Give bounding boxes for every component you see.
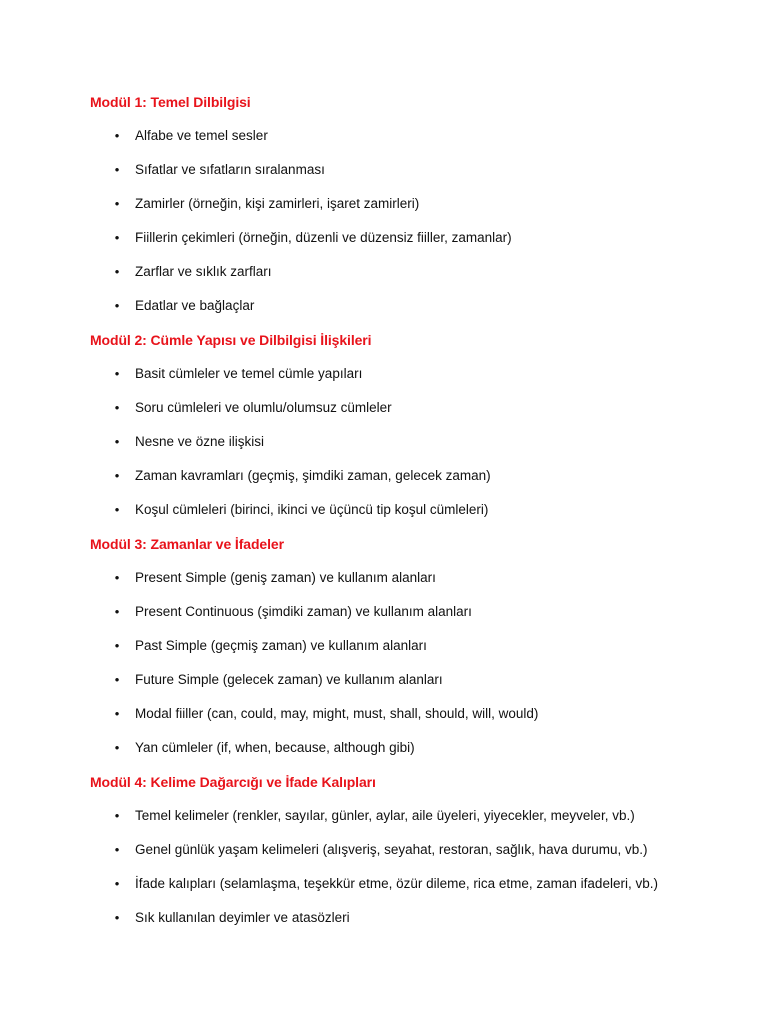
bullet-icon: • <box>114 808 120 823</box>
list-item-text: Zamirler (örneğin, kişi zamirleri, işaret zamirleri) <box>135 196 420 211</box>
list-item-text: Fiillerin çekimleri (örneğin, düzenli ve düzensiz fiiller, zamanlar) <box>135 230 512 245</box>
list-item <box>90 828 730 862</box>
bullet-icon: • <box>114 434 120 449</box>
bullet-icon: • <box>114 842 120 857</box>
list-item <box>90 454 730 488</box>
list-item-text: Present Continuous (şimdiki zaman) ve kullanım alanları <box>135 604 472 619</box>
list-item-text: Zaman kavramları (geçmiş, şimdiki zaman, gelecek zaman) <box>135 468 491 483</box>
module-2 <box>90 328 730 522</box>
bullet-icon: • <box>114 706 120 721</box>
bullet-icon: • <box>114 740 120 755</box>
list-item <box>90 386 730 420</box>
list-item <box>90 216 730 250</box>
list-item-text: Nesne ve özne ilişkisi <box>135 434 265 449</box>
list-item-text: İfade kalıpları (selamlaşma, teşekkür etme, özür dileme, rica etme, zaman ifadeleri, vb.) <box>135 876 658 891</box>
module-4-heading: Modül 4: Kelime Dağarcığı ve İfade Kalıpları <box>90 774 376 790</box>
bullet-icon: • <box>114 162 120 177</box>
bullet-icon: • <box>114 128 120 143</box>
list-item <box>90 658 730 692</box>
bullet-icon: • <box>114 366 120 381</box>
list-item <box>90 624 730 658</box>
list-item <box>90 148 730 182</box>
module-4 <box>90 770 730 930</box>
bullet-icon: • <box>114 298 120 313</box>
list-item <box>90 794 730 828</box>
bullet-icon: • <box>114 910 120 925</box>
module-4-list <box>90 794 730 930</box>
module-1-list <box>90 114 730 318</box>
list-item <box>90 352 730 386</box>
module-3-list <box>90 556 730 760</box>
list-item-text: Temel kelimeler (renkler, sayılar, günler, aylar, aile üyeleri, yiyecekler, meyveler, vb.) <box>135 808 635 823</box>
list-item-text: Basit cümleler ve temel cümle yapıları <box>135 366 363 381</box>
bullet-icon: • <box>114 876 120 891</box>
list-item <box>90 556 730 590</box>
document-content <box>90 90 730 930</box>
bullet-icon: • <box>114 196 120 211</box>
list-item <box>90 726 730 760</box>
bullet-icon: • <box>114 570 120 585</box>
list-item-text: Soru cümleleri ve olumlu/olumsuz cümleler <box>135 400 392 415</box>
module-3 <box>90 532 730 760</box>
bullet-icon: • <box>114 638 120 653</box>
list-item-text: Present Simple (geniş zaman) ve kullanım alanları <box>135 570 436 585</box>
list-item <box>90 590 730 624</box>
module-2-list <box>90 352 730 522</box>
bullet-icon: • <box>114 468 120 483</box>
list-item-text: Edatlar ve bağlaçlar <box>135 298 255 313</box>
list-item <box>90 114 730 148</box>
list-item-text: Genel günlük yaşam kelimeleri (alışveriş, seyahat, restoran, sağlık, hava durumu, vb.) <box>135 842 648 857</box>
list-item-text: Sıfatlar ve sıfatların sıralanması <box>135 162 325 177</box>
list-item-text: Future Simple (gelecek zaman) ve kullanım alanları <box>135 672 443 687</box>
list-item <box>90 488 730 522</box>
list-item <box>90 284 730 318</box>
list-item-text: Alfabe ve temel sesler <box>135 128 268 143</box>
module-1-heading: Modül 1: Temel Dilbilgisi <box>90 94 251 110</box>
list-item <box>90 862 730 896</box>
bullet-icon: • <box>114 400 120 415</box>
list-item-text: Sık kullanılan deyimler ve atasözleri <box>135 910 350 925</box>
list-item-text: Past Simple (geçmiş zaman) ve kullanım alanları <box>135 638 427 653</box>
list-item-text: Koşul cümleleri (birinci, ikinci ve üçüncü tip koşul cümleleri) <box>135 502 489 517</box>
list-item-text: Yan cümleler (if, when, because, although gibi) <box>135 740 415 755</box>
bullet-icon: • <box>114 604 120 619</box>
module-2-heading: Modül 2: Cümle Yapısı ve Dilbilgisi İlişkileri <box>90 332 372 348</box>
list-item-text: Zarflar ve sıklık zarfları <box>135 264 272 279</box>
module-1 <box>90 90 730 318</box>
bullet-icon: • <box>114 672 120 687</box>
list-item-text: Modal fiiller (can, could, may, might, must, shall, should, will, would) <box>135 706 539 721</box>
list-item <box>90 182 730 216</box>
bullet-icon: • <box>114 502 120 517</box>
module-3-heading: Modül 3: Zamanlar ve İfadeler <box>90 536 284 552</box>
bullet-icon: • <box>114 230 120 245</box>
bullet-icon: • <box>114 264 120 279</box>
list-item <box>90 692 730 726</box>
list-item <box>90 250 730 284</box>
list-item <box>90 896 730 930</box>
list-item <box>90 420 730 454</box>
